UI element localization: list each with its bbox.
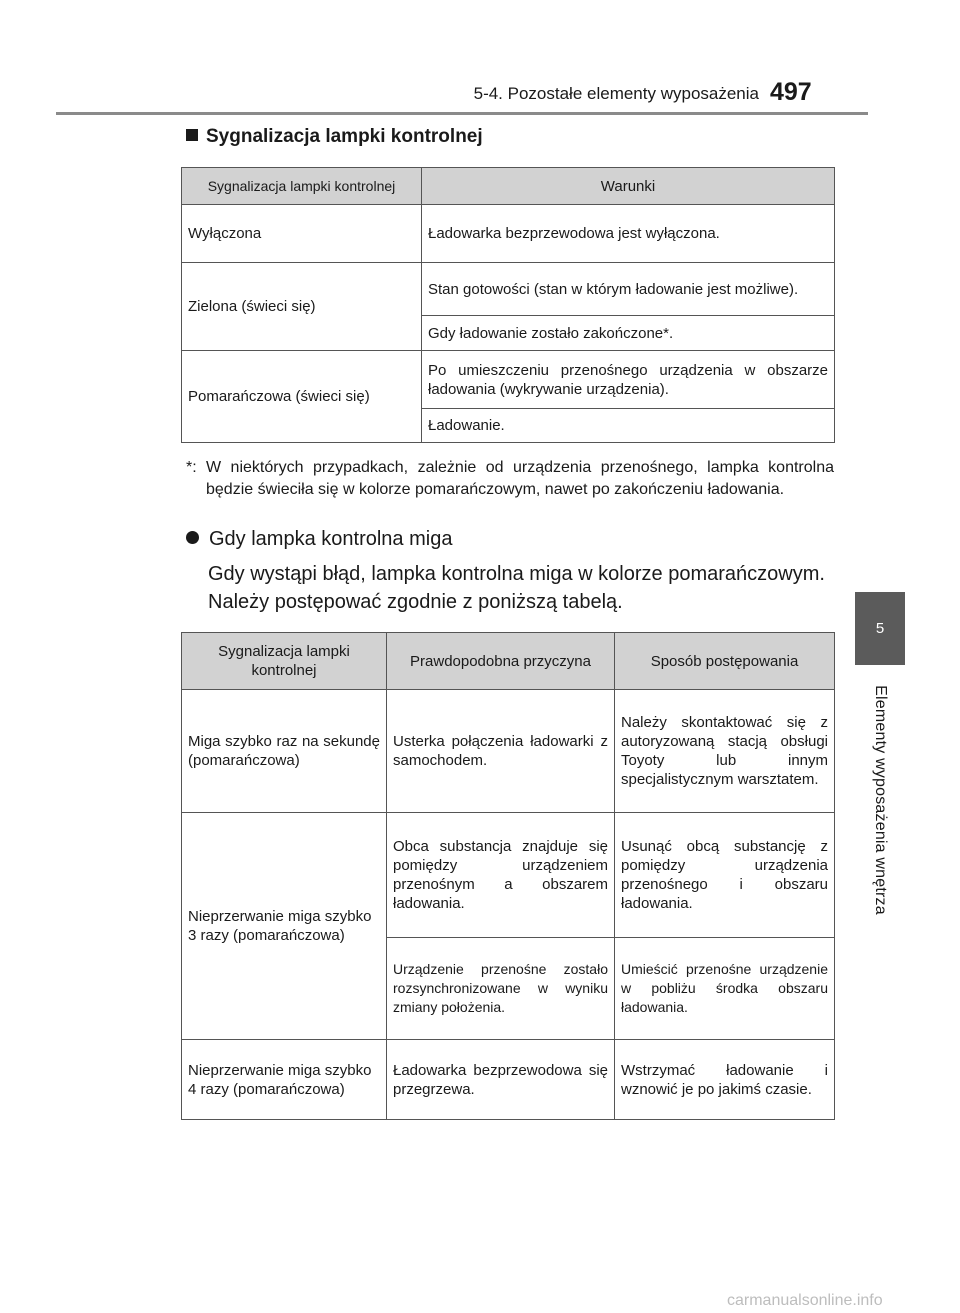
bullet-heading-text: Gdy lampka kontrolna miga	[209, 528, 453, 550]
table-cell: Zielona (świeci się)	[182, 263, 422, 351]
table-row	[182, 263, 835, 316]
table-row	[182, 813, 835, 938]
page-number: 497	[770, 78, 812, 106]
column-header: Prawdopodobna przyczyna	[387, 633, 615, 690]
table-header-row	[182, 633, 835, 690]
header-divider	[56, 112, 868, 115]
section-heading-text: Sygnalizacja lampki kontrolnej	[206, 126, 483, 147]
table-row	[182, 1040, 835, 1120]
footnote	[186, 457, 834, 501]
table-cell: Umieścić przenośne urządzenie w pobliżu środka obszaru ładowania.	[615, 938, 835, 1040]
table-cell: Usunąć obcą substancję z pomiędzy urządzenia przenośnego i obszaru ładowania.	[615, 813, 835, 938]
chapter-number: 5	[875, 620, 885, 637]
table-cell: Pomarańczowa (świeci się)	[182, 351, 422, 443]
table-header-row	[182, 168, 835, 205]
square-bullet-icon	[186, 129, 198, 141]
watermark: carmanualsonline.info	[727, 1292, 883, 1309]
table-cell: Należy skontaktować się z autoryzowaną stacją obsługi Toyoty lub innym specjalistycznym warsztatem.	[615, 690, 835, 813]
bullet-heading	[186, 528, 452, 551]
chapter-tab	[855, 592, 905, 665]
instruction-paragraph: Gdy wystąpi błąd, lampka kontrolna miga w kolorze pomarańczowym. Należy postępować zgodnie z poniższą tabelą.	[208, 563, 825, 613]
table-cell: Ładowanie.	[422, 409, 835, 443]
column-header: Sposób postępowania	[615, 633, 835, 690]
indicator-table	[181, 167, 835, 443]
column-header: Sygnalizacja lampki kontrolnej	[182, 633, 387, 690]
section-heading	[186, 126, 483, 148]
table-row	[182, 690, 835, 813]
table-cell: Stan gotowości (stan w którym ładowanie jest możliwe).	[422, 263, 835, 316]
table-cell: Ładowarka bezprzewodowa jest wyłączona.	[422, 205, 835, 263]
table-cell: Miga szybko raz na sekundę (pomarańczowa)	[182, 690, 387, 813]
table-cell: Obca substancja znajduje się pomiędzy urządzeniem przenośnym a obszarem ładowania.	[387, 813, 615, 938]
table-cell: Wstrzymać ładowanie i wznowić je po jakimś czasie.	[615, 1040, 835, 1120]
footnote-text: W niektórych przypadkach, zależnie od urządzenia przenośnego, lampka kontrolna będzie świeciła się w kolorze pomarańczowym, nawet po zakończeniu ładowania.	[206, 459, 834, 498]
table-cell: Nieprzerwanie miga szybko 4 razy (pomarańczowa)	[182, 1040, 387, 1120]
chapter-title: Elementy wyposażenia wnętrza	[872, 685, 889, 915]
table-cell: Gdy ładowanie zostało zakończone*.	[422, 316, 835, 351]
table-cell: Usterka połączenia ładowarki z samochodem.	[387, 690, 615, 813]
table-cell: Nieprzerwanie miga szybko 3 razy (pomarańczowa)	[182, 813, 387, 1040]
table-cell: Urządzenie przenośne zostało rozsynchronizowane w wyniku zmiany położenia.	[387, 938, 615, 1040]
circle-bullet-icon	[186, 531, 199, 544]
table-cell: Ładowarka bezprzewodowa się przegrzewa.	[387, 1040, 615, 1120]
table-row	[182, 205, 835, 263]
column-header: Sygnalizacja lampki kontrolnej	[182, 168, 422, 205]
column-header: Warunki	[422, 168, 835, 205]
blinking-table	[181, 632, 835, 1120]
table-cell: Po umieszczeniu przenośnego urządzenia w obszarze ładowania (wykrywanie urządzenia).	[422, 351, 835, 409]
table-cell: Wyłączona	[182, 205, 422, 263]
table-row	[182, 351, 835, 409]
footnote-mark: *:	[186, 459, 197, 476]
section-title: 5-4. Pozostałe elementy wyposażenia	[473, 84, 759, 103]
